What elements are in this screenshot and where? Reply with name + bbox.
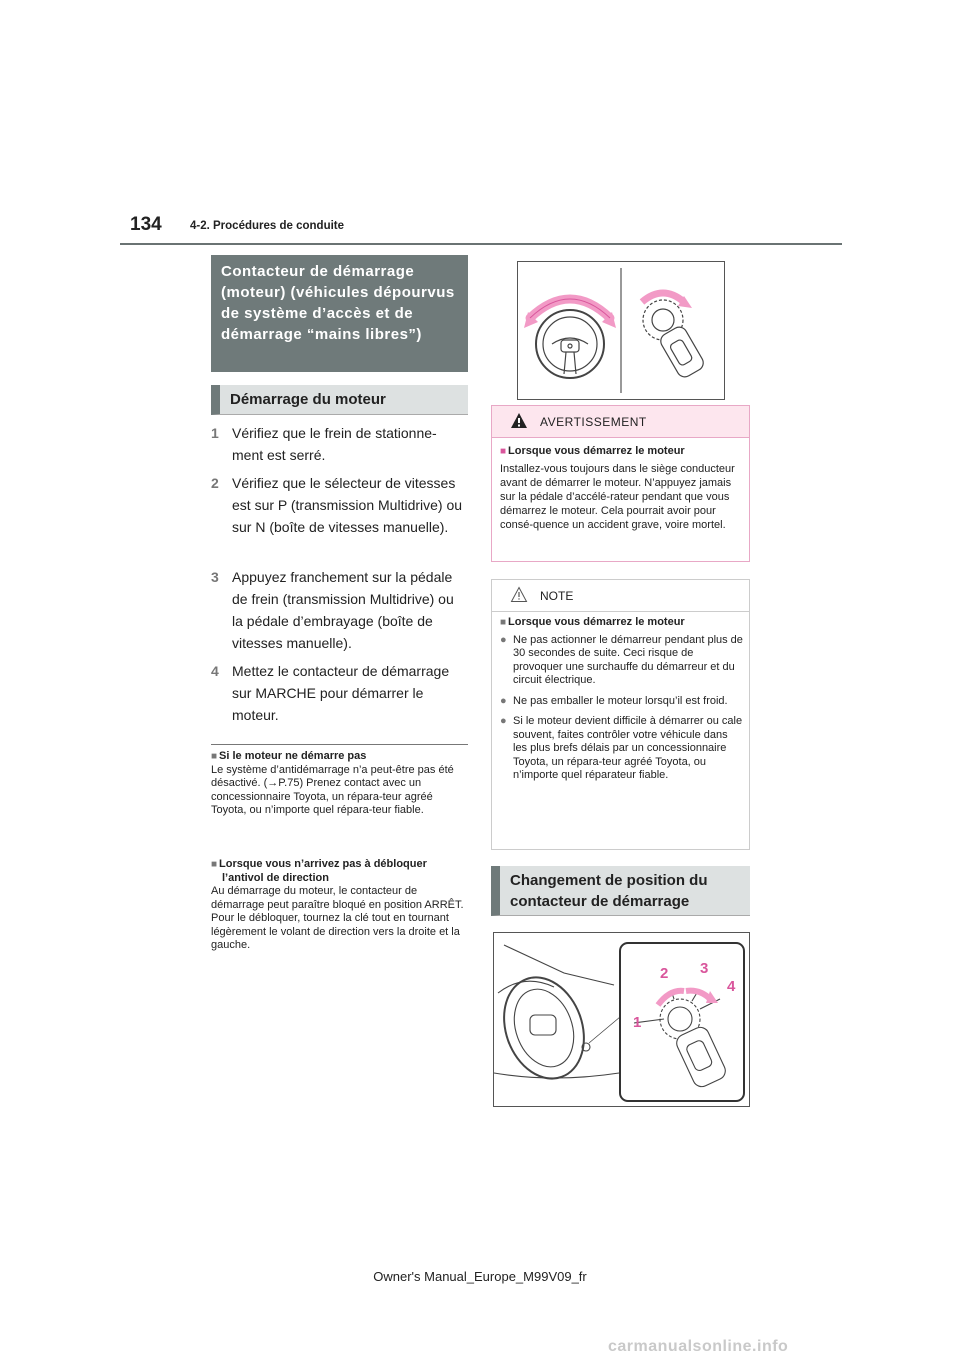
- warning-label: AVERTISSEMENT: [540, 415, 647, 429]
- warning-header: [492, 406, 749, 438]
- step-number: 3: [211, 569, 219, 585]
- notice-box: [491, 579, 750, 850]
- warning-heading: Lorsque vous démarrez le moteur: [508, 445, 685, 457]
- square-bullet-icon: ■: [211, 751, 218, 762]
- square-bullet-icon: ■: [500, 617, 507, 628]
- notice-label: NOTE: [540, 589, 574, 603]
- warning-box: [491, 405, 750, 562]
- note-engine-no-start: [211, 750, 468, 818]
- step-text: Vérifiez que le frein de stationne-ment est serré.: [232, 425, 437, 463]
- warning-text: Installez-vous toujours dans le siège conducteur avant de démarrer le moteur. N’appuyez jamais sur la pédale d’accélé-rateur pendant que vous démarrez le moteur. Cela pourrait avoir pour consé-quence un accident grave, voire mortel.: [500, 463, 735, 531]
- notice-header: [492, 580, 749, 612]
- bullet-dot-icon: ●: [500, 694, 507, 707]
- dashboard-icon: [494, 945, 620, 1090]
- note-heading: Si le moteur ne démarre pas: [219, 750, 367, 762]
- position-label-4: 4: [727, 978, 736, 995]
- notice-bullet-text: Ne pas emballer le moteur lorsqu’il est froid.: [513, 694, 728, 707]
- main-title: Contacteur de démarrage (moteur) (véhicules dépourvus de système d’accès et de démarrage “mains libres”): [211, 255, 468, 372]
- subheading-engine-start: Démarrage du moteur: [211, 385, 468, 415]
- key-icon: [643, 300, 706, 380]
- section-title: 4-2. Procédures de conduite: [190, 220, 345, 232]
- notice-bullet-text: Ne pas actionner le démarreur pendant plus de 30 secondes de suite. Ceci risque de provoquer une surchauffe du démarreur et du circuit électrique.: [513, 633, 743, 686]
- warning-triangle-icon: [510, 412, 528, 429]
- position-label-3: 3: [700, 960, 709, 977]
- caution-triangle-icon: [510, 586, 528, 603]
- step-text: Mettez le contacteur de démarrage sur MARCHE pour démarrer le moteur.: [232, 663, 450, 723]
- bullet-dot-icon: ●: [500, 633, 507, 646]
- notice-bullet: [500, 695, 743, 709]
- position-label-2: 2: [660, 965, 669, 982]
- steering-wheel-icon: [536, 310, 604, 378]
- page-number: 134: [130, 214, 162, 235]
- step-number: 1: [211, 425, 219, 441]
- step-number: 4: [211, 663, 219, 679]
- step-number: 2: [211, 475, 219, 491]
- notice-bullet-text: Si le moteur devient difficile à démarrer ou cale souvent, faites contrôler votre véhicule dans les plus brefs délais par un concessionnaire Toyota, un répara-teur agréé Toyota, ou n’importe quel réparateur fiable.: [513, 715, 743, 781]
- step-4: [211, 660, 466, 726]
- watermark: carmanualsonline.info: [608, 1338, 789, 1355]
- notice-bullet: [500, 634, 743, 688]
- square-bullet-icon: ■: [500, 446, 507, 457]
- notice-bullet: [500, 715, 743, 783]
- square-bullet-icon: ■: [211, 859, 218, 870]
- step-3: [211, 566, 466, 654]
- note-divider: [211, 744, 468, 745]
- notice-heading: Lorsque vous démarrez le moteur: [508, 616, 685, 628]
- subheading-switch-position: Changement de position du contacteur de démarrage: [491, 866, 750, 916]
- steering-wheel-key-illustration: [517, 261, 725, 400]
- step-text: Vérifiez que le sélecteur de vitesses est sur P (transmission Multidrive) ou sur N (boîte de vitesses manuelle).: [232, 475, 463, 535]
- step-2: [211, 472, 466, 538]
- note-steering-lock: [211, 858, 468, 953]
- step-1: [211, 422, 466, 466]
- step-text: Appuyez franchement sur la pédale de frein (transmission Multidrive) ou la pédale d’embrayage (boîte de vitesses manuelle).: [232, 569, 454, 651]
- note-heading: Lorsque vous n’arrivez pas à débloquer l’antivol de direction: [219, 858, 427, 884]
- footer-manual-id: Owner's Manual_Europe_M99V09_fr: [373, 1269, 587, 1284]
- ignition-positions-illustration: [493, 932, 750, 1107]
- note-text: Le système d’antidémarrage n’a peut-être pas été désactivé. (→P.75) Prenez contact avec un concessionnaire Toyota, un répara-teur agréé Toyota, ou n’importe quel répara-teur fiable.: [211, 763, 454, 816]
- note-text: Au démarrage du moteur, le contacteur de démarrage peut paraître bloqué en position ARRÊT. Pour le débloquer, tournez la clé tout en tournant légèrement le volant de direction vers la droite et la gauche.: [211, 885, 464, 951]
- bullet-dot-icon: ●: [500, 715, 507, 727]
- header-rule: [120, 243, 842, 245]
- position-label-1: 1: [633, 1014, 642, 1031]
